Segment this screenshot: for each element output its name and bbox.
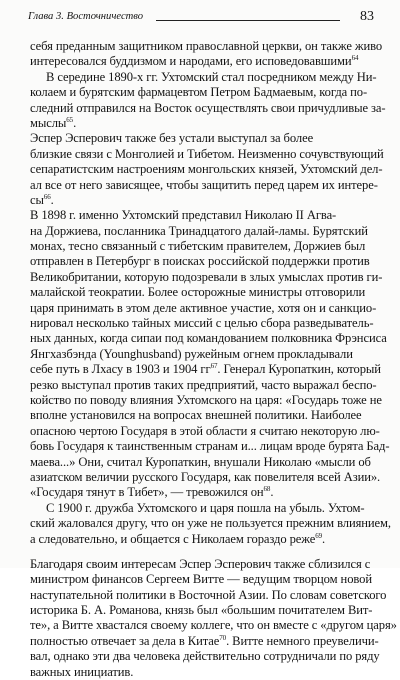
line-text: Эспер Эсперович также без устали выступал за более [30, 131, 314, 146]
paragraph-gap [30, 547, 372, 557]
text-line [30, 557, 372, 572]
line-text: те», а Витте хвастался своему коллеге, что он вместе с «другом царя» [30, 618, 397, 633]
line-text: интересовался буддизмом и народами, его исповедовавшими [30, 54, 352, 69]
footnote-ref: 67 [210, 362, 218, 371]
text-line [30, 633, 379, 649]
line-text: маева...» Они, считал Куропаткин, внушали Николаю «мысли об [30, 454, 371, 469]
text-line [30, 269, 383, 285]
text-line [30, 603, 372, 618]
text-line [30, 516, 391, 531]
line-text-tail: . [322, 531, 326, 546]
line-text: мыслы [30, 115, 67, 130]
footnote-ref: 65 [66, 115, 74, 124]
line-text: бовь Государя к таинственным странам и... лицам вроде бурята Бад- [30, 439, 390, 454]
line-text: монах, тесно связанный с тибетским правителем, Доржиев был [30, 239, 366, 254]
line-text: на Доржиева, посланника Тринадцатого далай-ламы. Бурятский [30, 223, 368, 238]
text-line [30, 469, 381, 485]
text-line [30, 100, 386, 116]
text-line [30, 208, 372, 223]
line-text: колаем и бурятским фармацевтом Петром Бадмаевым, когда по- [30, 85, 368, 100]
line-text-tail: . [73, 115, 77, 130]
text-line [30, 572, 372, 587]
line-text: В середине 1890-х гг. Ухтомский стал посредником между Ни- [46, 69, 377, 84]
line-text: ных данных, когда сипаи под командованием полковника Фрэнсиса [30, 331, 387, 346]
line-text-tail: . Генерал Куропаткин, который [217, 362, 381, 377]
text-line [30, 316, 372, 331]
line-text: нировал несколько тайных миссий с целью сбора разведыватель- [30, 316, 374, 331]
text-line [30, 501, 372, 516]
running-header [28, 9, 374, 27]
page-number: 83 [360, 9, 374, 24]
text-line [30, 649, 380, 664]
text-line [30, 362, 381, 377]
text-line [30, 193, 372, 208]
text-line [30, 392, 382, 408]
text-line [30, 485, 372, 500]
line-text: азиатском величии русского Государя, как повелителя всей Азии». [30, 469, 381, 484]
line-text: министром финансов Сергеем Витте — ведущим творцом новой [30, 572, 372, 587]
text-line [30, 408, 372, 423]
line-text: С 1900 г. дружба Ухтомского и царя пошла на убыль. Ухтом- [46, 500, 365, 515]
text-line [30, 254, 372, 269]
line-text: Великобритании, которую подозревали в злых умыслах против ги- [30, 269, 383, 284]
line-text: следний отправился на Восток осуществлять свои причудливые за- [30, 100, 386, 115]
footnote-ref: 69 [315, 531, 323, 540]
text-line [30, 439, 390, 454]
line-text: сепаратистским настроениям монгольских князей, Ухтомский дел- [30, 162, 383, 177]
line-text: важных инициатив. [30, 664, 134, 679]
line-text: царя принимать в этом деле активное участие, хотя он и санкцио- [30, 300, 377, 315]
line-text: Благодаря своим интересам Эспер Эсперович также сблизился с [30, 556, 371, 571]
line-text: ский жаловался другу, что он уже не пользуется прежним влиянием, [30, 516, 391, 531]
footnote-ref: 66 [43, 192, 51, 201]
text-line [30, 665, 372, 680]
line-text: койство по поводу влияния Ухтомского на царя: «Государь тоже не [30, 392, 382, 407]
line-text: Янгхазбэнда (Younghusband) ружейным огнем прокладывали [30, 346, 353, 361]
text-line [30, 177, 378, 193]
text-line [30, 69, 377, 85]
line-text: малайской теократии. Более осторожные министры отговорили [30, 285, 366, 300]
text-line [30, 39, 383, 54]
text-line [30, 54, 372, 69]
text-line [30, 162, 383, 177]
text-line [30, 532, 372, 547]
line-text: полностью отвечает за дела в Китае [30, 633, 220, 648]
footnote-ref: 68 [263, 485, 271, 494]
line-text: вал, однако эти два человека действительно сотрудничали по ряду [30, 649, 380, 664]
body-text [30, 39, 397, 680]
line-text: историка Б. А. Романова, князь был «большим почитателем Вит- [30, 603, 373, 618]
text-line [30, 618, 397, 633]
header-rule [156, 20, 340, 21]
text-line [30, 85, 372, 100]
line-text: вполне установился на вопросах внешней политики. Наиболее [30, 408, 362, 423]
chapter-title: Глава 3. Восточничество [28, 11, 144, 22]
line-text: близкие связи с Монголией и Тибетом. Неизменно сочувствующий [30, 146, 384, 161]
line-text: В 1898 г. именно Ухтомский представил Николаю II Агва- [30, 208, 337, 223]
line-text: себя преданным защитником православной церкви, он также живо [30, 39, 383, 53]
line-text: опасною чертою Государя в этой области я считаю некоторую лю- [30, 423, 380, 438]
text-line [30, 455, 372, 470]
text-line [30, 331, 387, 346]
line-text: «Государя тянут в Тибет», — тревожился он [30, 485, 264, 500]
line-text: резко выступал против таких предприятий, часто выражал беспо- [30, 377, 377, 392]
text-line [30, 587, 387, 603]
footnote-ref: 70 [219, 633, 227, 642]
line-text-tail: . Витте немного преувеличи- [226, 633, 379, 648]
text-line [30, 224, 372, 239]
line-text: себе путь в Лхасу в 1903 и 1904 гг [30, 362, 211, 377]
text-line [30, 146, 384, 162]
line-text: наступательной политики в Восточной Азии. По словам советского [30, 587, 387, 602]
line-text: сы [30, 192, 44, 207]
line-text-tail: . [50, 192, 54, 207]
text-line [30, 423, 380, 439]
line-text: ал все от него зависящее, чтобы защитить перед царем их интере- [30, 177, 378, 192]
line-text: отправлен в Петербург в поисках российской поддержки против [30, 254, 370, 269]
text-line [30, 285, 372, 300]
text-line [30, 131, 372, 146]
footnote-ref: 64 [351, 54, 359, 63]
text-line [30, 239, 372, 254]
line-text: а следовательно, и общается с Николаем гораздо реже [30, 531, 316, 546]
line-text-tail: . [270, 485, 274, 500]
text-line [30, 347, 372, 362]
text-line [30, 377, 377, 393]
text-line [30, 116, 372, 131]
text-line [30, 300, 377, 316]
